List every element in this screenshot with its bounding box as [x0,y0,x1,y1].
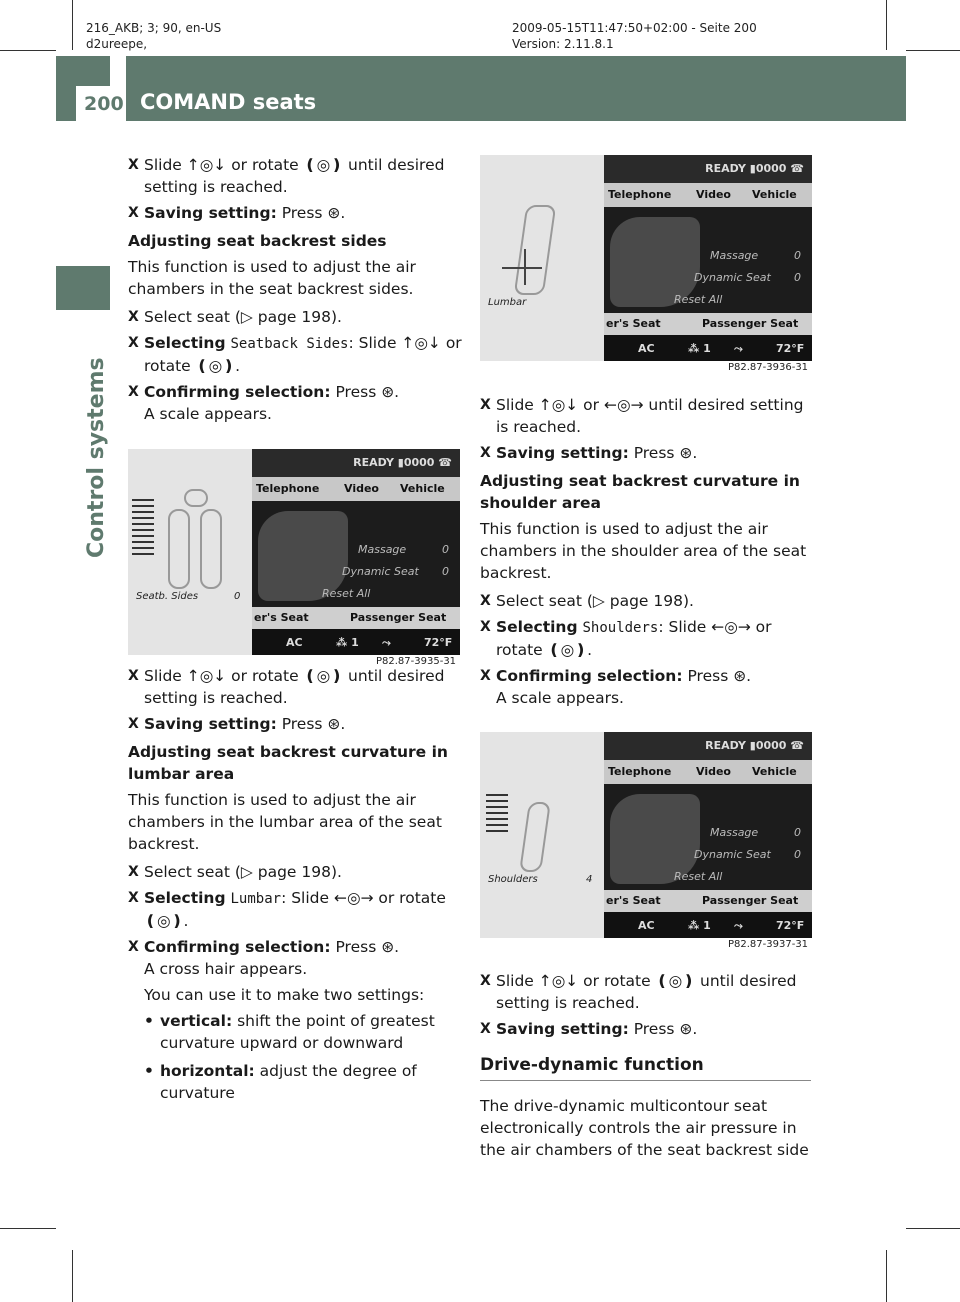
climate-bar [604,335,812,361]
menu-value: 0 [442,565,449,578]
print-meta-left [86,20,221,52]
tab-telephone[interactable]: Telephone [608,765,672,778]
seat-bar [604,313,812,335]
crop-mark [886,1250,887,1302]
text: Press ⊛. [628,1020,698,1038]
bullet-label: vertical: [160,1012,233,1030]
column-right [480,394,816,713]
step [128,154,464,198]
tab-passenger-seat[interactable]: Passenger Seat [702,894,799,907]
heading-lumbar: Adjusting seat backrest curvature in lumbar area [128,743,448,783]
text: Press ⊛. [330,938,400,956]
press-icon: ⊛ [327,204,341,222]
slide-vertical-icon: ↑◎↓ [186,156,227,174]
paragraph: This function is used to adjust the air chambers in the seat backrest sides. [128,258,416,298]
step-label: Confirming selection: [144,938,331,956]
step: X Select seat (▷ page 198). [480,590,816,612]
menu-item-dynamic-seat[interactable]: Dynamic Seat [694,848,771,861]
text: Press ⊛. [276,715,346,733]
print-meta-right [512,20,757,52]
climate-ac: AC [638,919,655,932]
menu-value: 0 [442,543,449,556]
comand-screen [604,155,812,361]
menu-item-massage[interactable]: Massage [710,826,759,839]
climate-bar [252,629,460,655]
menu-item-ref: Shoulders [582,620,659,636]
temperature: 72°F [424,636,453,649]
step-label: Saving setting: [496,444,629,462]
menu-value: 0 [794,826,801,839]
status-bar: READY ▮0000 ☎ [604,732,812,760]
step-label: Selecting [496,618,578,636]
crop-mark [72,0,73,50]
headrest-icon [184,489,208,507]
step-label: Confirming selection: [144,383,331,401]
text: : Slide ←◎→ or rotate ❪◎❫. [496,618,772,659]
heading-drive-dynamic: Drive-dynamic function [480,1054,811,1081]
menu-item-dynamic-seat[interactable]: Dynamic Seat [694,271,771,284]
step [128,381,464,425]
fan-icon: ⁂ 1 [688,342,711,355]
step-label: Selecting [144,334,226,352]
print-meta-left-line2: d2ureepe, [86,37,148,51]
step-label: Saving setting: [144,204,277,222]
menu-item-reset-all[interactable]: Reset All [674,870,723,883]
section-title: COMAND seats [140,90,317,114]
step-label: Selecting [144,889,226,907]
pane-label: Seatb. Sides [136,591,199,602]
tab-vehicle[interactable]: Vehicle [752,188,797,201]
text: adjust the degree of curvature [160,1062,417,1102]
paragraph: This function is used to adjust the air chambers in the shoulder area of the seat backrest. [480,520,807,582]
print-meta-right-line1: 2009-05-15T11:47:50+02:00 - Seite 200 [512,21,757,35]
fan-icon: ⁂ 1 [336,636,359,649]
figure-caption: P82.87-3936-31 [728,362,809,373]
crop-mark [0,1228,56,1229]
scale-icon [486,794,508,874]
menu-item-dynamic-seat[interactable]: Dynamic Seat [342,565,419,578]
menu-bar [604,760,812,784]
comand-screen [252,449,460,655]
seat-diagram-pane [128,449,252,655]
tab-passenger-seat[interactable]: Passenger Seat [350,611,447,624]
scale-icon [132,499,154,579]
step-note: A scale appears. [496,689,624,707]
step [128,887,464,932]
text: Press ⊛. [682,667,752,685]
text: : Slide ←◎→ or rotate ❪◎❫. [144,889,446,930]
seat-diagram-pane [480,155,604,361]
tab-vehicle[interactable]: Vehicle [400,482,445,495]
menu-value: 0 [794,249,801,262]
climate-ac: AC [638,342,655,355]
step [480,665,816,709]
paragraph: This function is used to adjust the air chambers in the lumbar area of the seat backrest. [128,791,442,853]
paragraph: The drive-dynamic multicontour seat electronically controls the air pressure in the air chambers of the seat backrest side [480,1097,809,1159]
text: Slide [144,156,187,174]
tab-driver-seat[interactable]: er's Seat [606,894,661,907]
screenshot-shoulders [480,732,812,938]
status-bar: READY ▮0000 ☎ [604,155,812,183]
step-label: Saving setting: [496,1020,629,1038]
menu-bar [604,183,812,207]
side-label-text: Control systems [84,357,109,558]
crop-mark [0,50,56,51]
step [480,616,816,661]
menu-item-massage[interactable]: Massage [710,249,759,262]
menu-value: 0 [794,848,801,861]
seat-backrest-icon [519,802,551,872]
page-number: 200 [84,93,124,115]
pane-value: 4 [586,874,593,885]
step: X Slide ↑◎↓ or ←◎→ until desired setting is reached. [480,394,816,438]
menu-value: 0 [794,271,801,284]
crop-mark [886,0,887,50]
crop-mark [906,50,960,51]
step [128,713,464,735]
side-label [84,318,114,558]
step [128,202,464,224]
menu-item-ref: Lumbar [230,891,282,907]
step [128,332,464,377]
menu-item-massage[interactable]: Massage [358,543,407,556]
header-bar [0,56,906,121]
menu-bar [252,477,460,501]
screenshot-seatback-sides [128,449,460,655]
step-label: Confirming selection: [496,667,683,685]
menu-item-reset-all[interactable]: Reset All [322,587,371,600]
tab-vehicle[interactable]: Vehicle [752,765,797,778]
step-note: You can use it to make two settings: [144,986,425,1004]
bullet-label: horizontal: [160,1062,255,1080]
pane-label: Lumbar [488,297,527,308]
climate-bar [604,912,812,938]
crosshair-vertical [524,249,526,285]
bullet [144,1010,464,1054]
tab-passenger-seat[interactable]: Passenger Seat [702,317,799,330]
text: or rotate [226,156,304,174]
seat-bar [604,890,812,912]
rotate-icon: ❪◎❫ [303,156,344,174]
crop-mark [72,1250,73,1302]
temperature: 72°F [776,919,805,932]
pane-value: 0 [234,591,241,602]
crop-mark [906,1228,960,1229]
step: X Select seat (▷ page 198). [128,306,464,328]
tab-telephone[interactable]: Telephone [608,188,672,201]
text: until desired setting is reached. [144,156,445,196]
step-label: Saving setting: [144,715,277,733]
seat-backrest-icon [514,205,557,295]
seat-bar [252,607,460,629]
step: X Slide ↑◎↓ or rotate ❪◎❫ until desired setting is reached. [128,665,464,709]
tab-video[interactable]: Video [344,482,379,495]
seat-side-left-icon [168,509,190,589]
step: X Select seat (▷ page 198). [128,861,464,883]
airflow-icon: ⤳ [734,919,743,932]
screenshot-lumbar [480,155,812,361]
print-meta-right-line2: Version: 2.11.8.1 [512,37,614,51]
step [480,1018,816,1040]
airflow-icon: ⤳ [382,636,391,649]
figure-caption: P82.87-3935-31 [376,656,457,667]
status-bar: READY ▮0000 ☎ [252,449,460,477]
text: Press [276,204,328,222]
step [128,936,464,1006]
menu-item-ref: Seatback Sides [230,336,349,352]
step: X Slide ↑◎↓ or rotate ❪◎❫ until desired setting is reached. [480,970,816,1014]
seat-diagram-pane [480,732,604,938]
crosshair-horizontal [502,267,542,269]
airflow-icon: ⤳ [734,342,743,355]
pane-label: Shoulders [488,874,538,885]
seat-side-right-icon [200,509,222,589]
column-right-bottom [480,970,816,1161]
climate-ac: AC [286,636,303,649]
step [480,442,816,464]
fan-icon: ⁂ 1 [688,919,711,932]
text: shift the point of greatest curvature upward or downward [160,1012,435,1052]
tab-video[interactable]: Video [696,765,731,778]
heading-shoulder: Adjusting seat backrest curvature in shoulder area [480,472,800,512]
tab-video[interactable]: Video [696,188,731,201]
text: Press ⊛. [330,383,400,401]
figure-caption: P82.87-3937-31 [728,939,809,950]
temperature: 72°F [776,342,805,355]
step-note: A scale appears. [144,405,272,423]
text: Press ⊛. [628,444,698,462]
menu-item-reset-all[interactable]: Reset All [674,293,723,306]
step-note: A cross hair appears. [144,960,308,978]
comand-screen [604,732,812,938]
text: : Slide ↑◎↓ or rotate ❪◎❫. [144,334,462,375]
tab-driver-seat[interactable]: er's Seat [606,317,661,330]
tab-driver-seat[interactable]: er's Seat [254,611,309,624]
bullet [144,1060,464,1104]
print-meta-left-line1: 216_AKB; 3; 90, en-US [86,21,222,35]
side-tab [56,266,110,310]
tab-telephone[interactable]: Telephone [256,482,320,495]
text: . [340,204,346,222]
heading-seat-sides: Adjusting seat backrest sides [128,232,387,250]
